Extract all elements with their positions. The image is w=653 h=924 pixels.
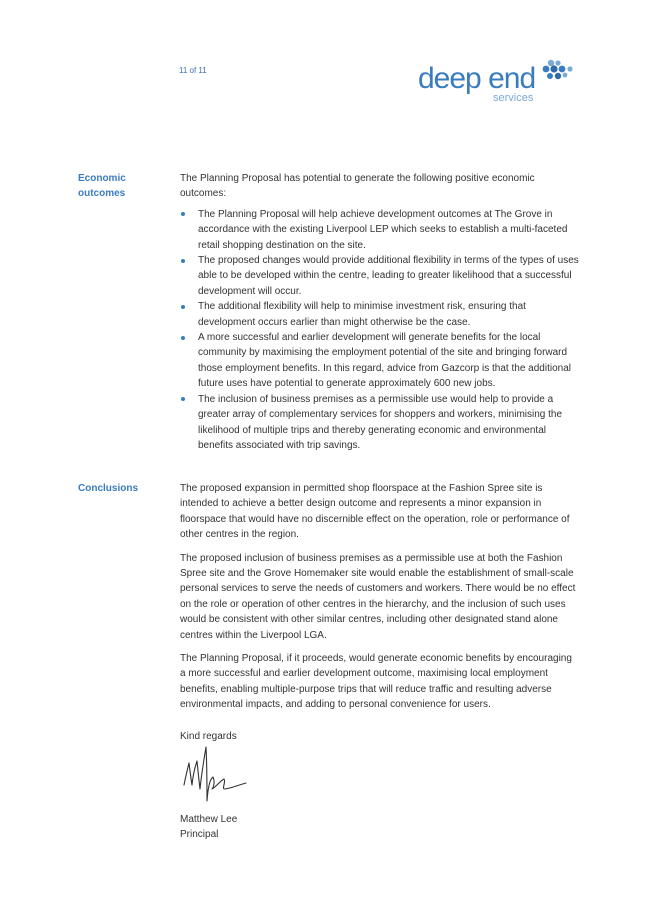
signatory-name: Matthew Lee [180,814,238,825]
conclusion-paragraph: The proposed expansion in permitted shop floorspace at the Fashion Spree site is intended to achieve a better design outcome and represents a minor expansion in floorspace that would have no discernible effect on the operation, role or performance of other centres in the region. [180,483,570,541]
conclusions-heading: Conclusions [78,483,139,494]
list-item: A more successful and earlier development will generate benefits for the local community by maximising the employment potential of the site and bringing forward those employment benefits. In this regard, advice from Gazcorp is that the additional future uses have potential to generate approximately 600 new jobs. [180,330,580,392]
bullet-icon [181,212,185,216]
conclusion-paragraph: The proposed inclusion of business premises as a permissible use at both the Fashion Spree site and the Grove Homemaker site would enable the establishment of small-scale personal services to serve the needs of customers and workers. There would be no effect on the role or operation of other centres in the hierarchy, and the inclusion of such uses would be consistent with other similar centres, including other designated stand alone centres within the Liverpool LGA. [180,552,576,641]
page-number: 11 of 11 [179,66,207,75]
signatory-title: Principal [180,829,219,841]
list-item: The Planning Proposal will help achieve development outcomes at The Grove in accordance with the existing Liverpool LEP which seeks to establish a multi-faceted retail shopping destination on the site. [180,207,580,253]
economic-outcomes-heading: Economic outcomes [78,173,126,199]
economic-intro: The Planning Proposal has potential to generate the following positive economic outcomes: [180,173,535,200]
bullet-icon [181,259,185,263]
logo-subtitle: services [493,92,534,104]
economic-bullet-list [180,207,580,454]
logo-dots-icon [534,58,584,88]
conclusions-body [180,481,580,721]
bullet-icon [181,397,185,401]
bullet-icon [181,336,185,340]
economic-outcomes-body [180,171,580,453]
list-item: The inclusion of business premises as a permissible use would help to provide a greater array of complementary services for shoppers and workers, minimising the likelihood of multiple trips and thereby generating economic and environmental benefits associated with trip savings. [180,392,580,454]
logo-wordmark: deep end [418,62,536,95]
list-item: The additional flexibility will help to minimise investment risk, ensuring that development occurs earlier than might otherwise be the case. [180,299,580,330]
signature-image [180,745,260,805]
company-logo [414,58,584,108]
conclusion-paragraph: The Planning Proposal, if it proceeds, would generate economic benefits by encouraging a more successful and earlier development outcome, maximising local employment benefits, enabling multiple-purpose trips that will reduce traffic and resulting adverse environmental impacts, and adding to personal convenience for users. [180,653,572,711]
list-item: The proposed changes would provide additional flexibility in terms of the types of uses able to be developed within the centre, leading to greater likelihood that a successful development will occur. [180,253,580,299]
closing-regards: Kind regards [180,731,237,742]
bullet-icon [181,305,185,309]
signatory-block [180,812,237,843]
